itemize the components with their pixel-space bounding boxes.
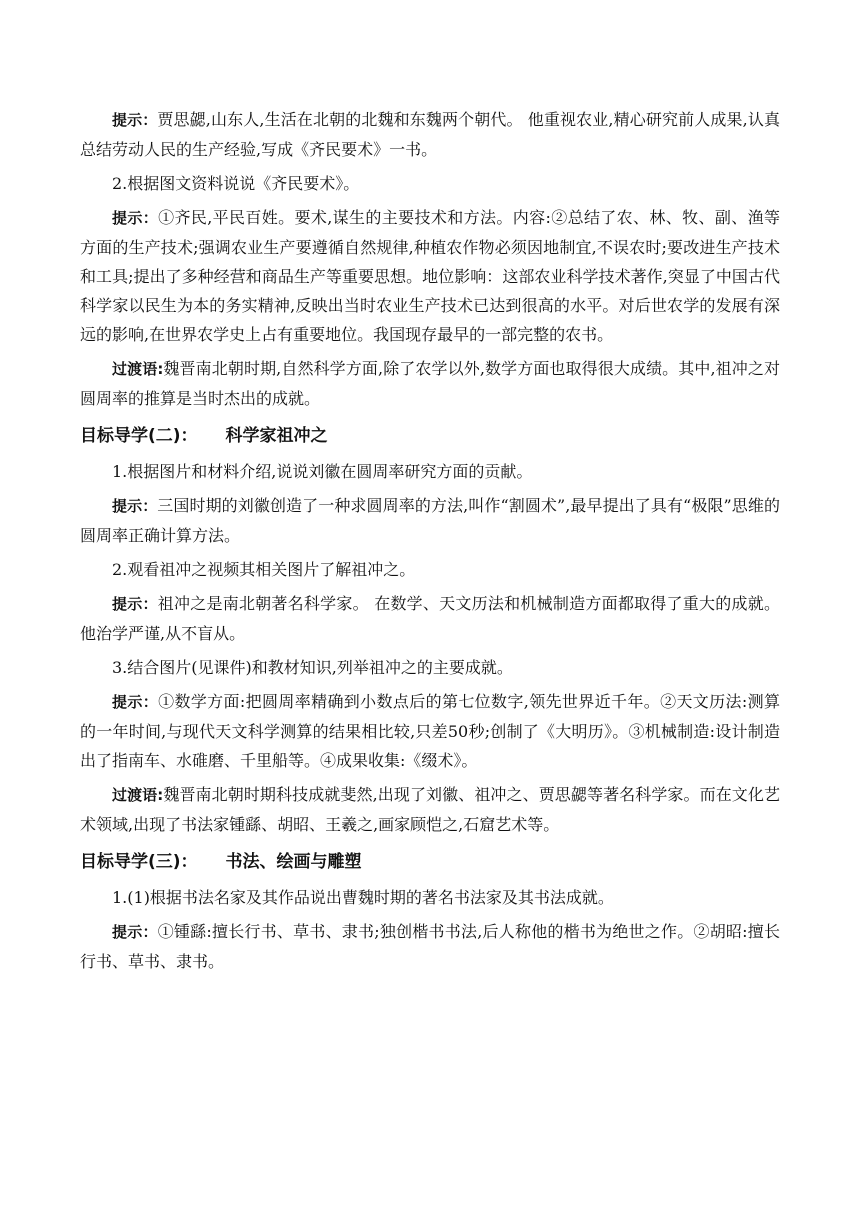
hint-label: 提示：: [112, 497, 158, 515]
transition-label: 过渡语:: [112, 786, 164, 804]
paragraph-text: 2.根据图文资料说说《齐民要术》。: [112, 174, 360, 193]
section-heading: [80, 421, 780, 451]
section-heading-prefix: 目标导学(三)：: [80, 852, 198, 872]
hint-paragraph: [80, 687, 780, 775]
question-paragraph: [80, 653, 780, 682]
paragraph-text: 魏晋南北朝时期科技成就斐然,出现了刘徽、祖冲之、贾思勰等著名科学家。而在文化艺术领域,出现了书法家锺繇、胡昭、王羲之,画家顾恺之,石窟艺术等。: [80, 785, 780, 834]
paragraph-text: 3.结合图片(见课件)和教材知识,列举祖冲之的主要成就。: [112, 658, 513, 677]
paragraph-text: 祖冲之是南北朝著名科学家。 在数学、天文历法和机械制造方面都取得了重大的成就。 他治学严谨,从不盲从。: [80, 594, 780, 643]
paragraph-text: 贾思勰,山东人,生活在北朝的北魏和东魏两个朝代。 他重视农业,精心研究前人成果,认真总结劳动人民的生产经验,写成《齐民要术》一书。: [80, 110, 780, 159]
section-heading: [80, 847, 780, 877]
paragraph-text: 魏晋南北朝时期,自然科学方面,除了农学以外,数学方面也取得很大成绩。其中,祖冲之对圆周率的推算是当时杰出的成就。: [80, 359, 780, 408]
paragraph-text: 三国时期的刘徽创造了一种求圆周率的方法,叫作“割圆术”,最早提出了具有“极限”思维的圆周率正确计算方法。: [80, 496, 780, 545]
document-body: [80, 105, 780, 981]
hint-paragraph: [80, 203, 780, 349]
hint-label: 提示：: [112, 595, 158, 613]
hint-paragraph: [80, 917, 780, 976]
paragraph-text: ①数学方面:把圆周率精确到小数点后的第七位数字,领先世界近千年。②天文历法:测算的一年时间,与现代天文科学测算的结果相比较,只差50秒;创制了《大明历》。③机械制造:设计制造出了指南车、水碓磨、千里船等。④成果收集:《缀术》。: [80, 692, 780, 770]
transition-paragraph: [80, 780, 780, 839]
section-heading-title: 科学家祖冲之: [225, 426, 328, 446]
hint-label: 提示：: [112, 209, 159, 227]
question-paragraph: [80, 457, 780, 486]
question-paragraph: [80, 883, 780, 912]
paragraph-text: 1.根据图片和材料介绍,说说刘徽在圆周率研究方面的贡献。: [112, 462, 533, 481]
hint-paragraph: [80, 589, 780, 648]
paragraph-text: ①锺繇:擅长行书、草书、隶书;独创楷书书法,后人称他的楷书为绝世之作。②胡昭:擅长行书、草书、隶书。: [80, 922, 780, 971]
paragraph-text: 2.观看祖冲之视频其相关图片了解祖冲之。: [112, 560, 416, 579]
hint-label: 提示：: [112, 111, 158, 129]
question-paragraph: [80, 169, 780, 198]
hint-paragraph: [80, 105, 780, 164]
transition-label: 过渡语:: [112, 360, 164, 378]
paragraph-text: 1.(1)根据书法名家及其作品说出曹魏时期的著名书法家及其书法成就。: [112, 888, 614, 907]
paragraph-text: ①齐民,平民百姓。要术,谋生的主要技术和方法。内容:②总结了农、林、牧、副、渔等方面的生产技术;强调农业生产要遵循自然规律,种植农作物必须因地制宜,不误农时;要改进生产技术和工具;提出了多种经营和商品生产等重要思想。地位影响：这部农业科学技术著作,突显了中国古代科学家以民生为本的务实精神,反映出当时农业生产技术已达到很高的水平。对后世农学的发展有深远的影响,在世界农学史上占有重要地位。我国现存最早的一部完整的农书。: [80, 208, 780, 344]
hint-label: 提示：: [112, 923, 158, 941]
hint-label: 提示：: [112, 693, 159, 711]
hint-paragraph: [80, 491, 780, 550]
question-paragraph: [80, 555, 780, 584]
section-heading-prefix: 目标导学(二)：: [80, 426, 198, 446]
section-heading-title: 书法、绘画与雕塑: [225, 852, 362, 872]
transition-paragraph: [80, 354, 780, 413]
